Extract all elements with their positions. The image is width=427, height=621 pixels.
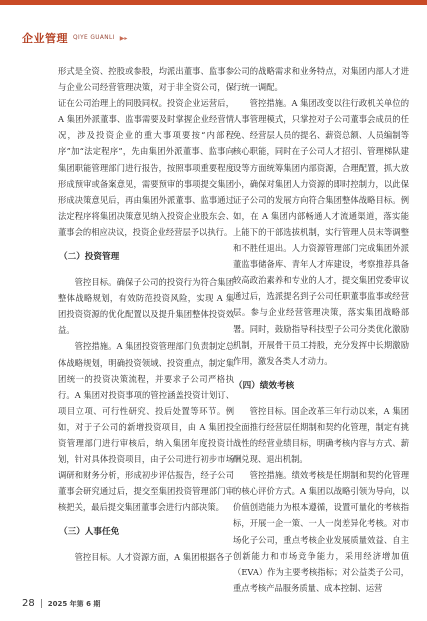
section-heading-personnel: （三）人事任免 — [59, 527, 120, 538]
issue-label: 2025 年第 6 期 — [47, 599, 101, 608]
page-footer — [22, 598, 100, 609]
paragraph: 管控措施。A 集团改变以往行政机关单位的人事管理模式，只掌控对子公司董事会成员的任免、经营层人员的提名、薪资总额、人员编制等核心职能，同时在子公司人才招引、管理梯队建设等方面统筹集团内部资源，合理配置，抓大放小，确保对集团人力资源的即时控制力，以此保证子公司的发展方向符合集团整体战略目标。例如，在 A 集团内部畅通人才流通渠道，落实能上能下的干部选拔机制，实行管理人员末等调整和不胜任退出。人力资源管理部门完成集团外派董监事储备库、青年人才库建设，考察推荐具备较高政治素养和专业的人才，提交集团党委审议通过后，选派提名到子公司任职董事监事或经营层。参与企业经营管理决策，落实集团战略部署。同时，鼓励指导科技型子公司分类优化激励机制，开展骨干员工持股，充分发挥中长期激励作用，激发各类人才动力。 — [233, 98, 409, 366]
paragraph: 管控目标。国企改革三年行动以来，A 集团全面推行经营层任期制和契约化管理，制定有挑战性的经营业绩目标，明确考核内容与方式、薪酬兑现、退出机制。 — [233, 405, 409, 465]
section-title: 企业管理 — [22, 32, 68, 45]
page-number: 28 — [22, 598, 35, 609]
left-column — [58, 63, 234, 566]
right-column — [233, 63, 409, 596]
paragraph: 管控目标。确保子公司的投资行为符合集团整体战略规划，有效防范投资风险，实现 A 集团投资资源的优化配置以及提升集团整体投资效益。 — [58, 277, 234, 336]
section-heading-performance: （四）绩效考核 — [234, 380, 295, 391]
paragraph: 公司的战略需求和业务特点，对集团内部人才进行统一调配。 — [233, 66, 409, 93]
chevron-right-icon: ▶▸ — [119, 34, 128, 42]
running-header — [22, 30, 127, 46]
paragraph: 管控措施。绩效考核是任期制和契约化管理的核心评价方式。A 集团以战略引领为导向，以价值创造能力为根本遵循，设置可量化的考核指标，开展一企一策、一人一岗差异化考核。对市场化子公司，重点考核企业发展质量效益、自主创新能力和市场竞争能力，采用经济增加值（EVA）作为主要考核指标；对公益类子公司，重点考核产品服务质量、成本控制、运营 — [233, 470, 409, 593]
paragraph: 管控目标。人才资源方面，A 集团根据各子 — [74, 552, 233, 563]
paragraph: 形式是全资、控股或参股，均派出董事、监事参与企业公司经营管理决策，对于非全资公司，保证在公司治理上的同股同权。投资企业运营后，A 集团外派董事、监事需要及时掌握企业经营情况，涉及投资企业的重大事项要按“内部程序”加“法定程序”，先由集团外派董事、监事向集团职能管理部门进行报告，按照事项重要程度形成预审或备案意见，需要预审的事项提交集团形成决策意见后，再由集团外派董事、监事通过法定程序将集团决策意见纳入投资企业股东会、董事会的相应决议，投资企业经营层予以执行。 — [58, 66, 234, 237]
section-heading-investment: （二）投资管理 — [59, 252, 120, 263]
top-accent-bar — [0, 0, 427, 5]
footer-divider — [41, 599, 42, 608]
section-title-pinyin: QIYE GUANLI — [73, 35, 115, 41]
paragraph: 管控措施。A 集团投资管理部门负责制定总体战略规划，明确投资领域、投资重点，制定集团统一的投资决策流程，并要求子公司严格执行。A 集团对投资事项的管控涵盖投资计划订、项目立项、可行性研究、投后处置等环节。例如，对于子公司的新增投资项目，由 A 集团投资管理部门进行审核后，纳入集团年度投资计划，针对具体投资项目，由子公司进行初步市场调研和财务分析，形成初步评估报告，经子公司董事会研究通过后，提交至集团投资管理部门审核把关，最后提交集团董事会进行内部决策。 — [58, 341, 234, 513]
